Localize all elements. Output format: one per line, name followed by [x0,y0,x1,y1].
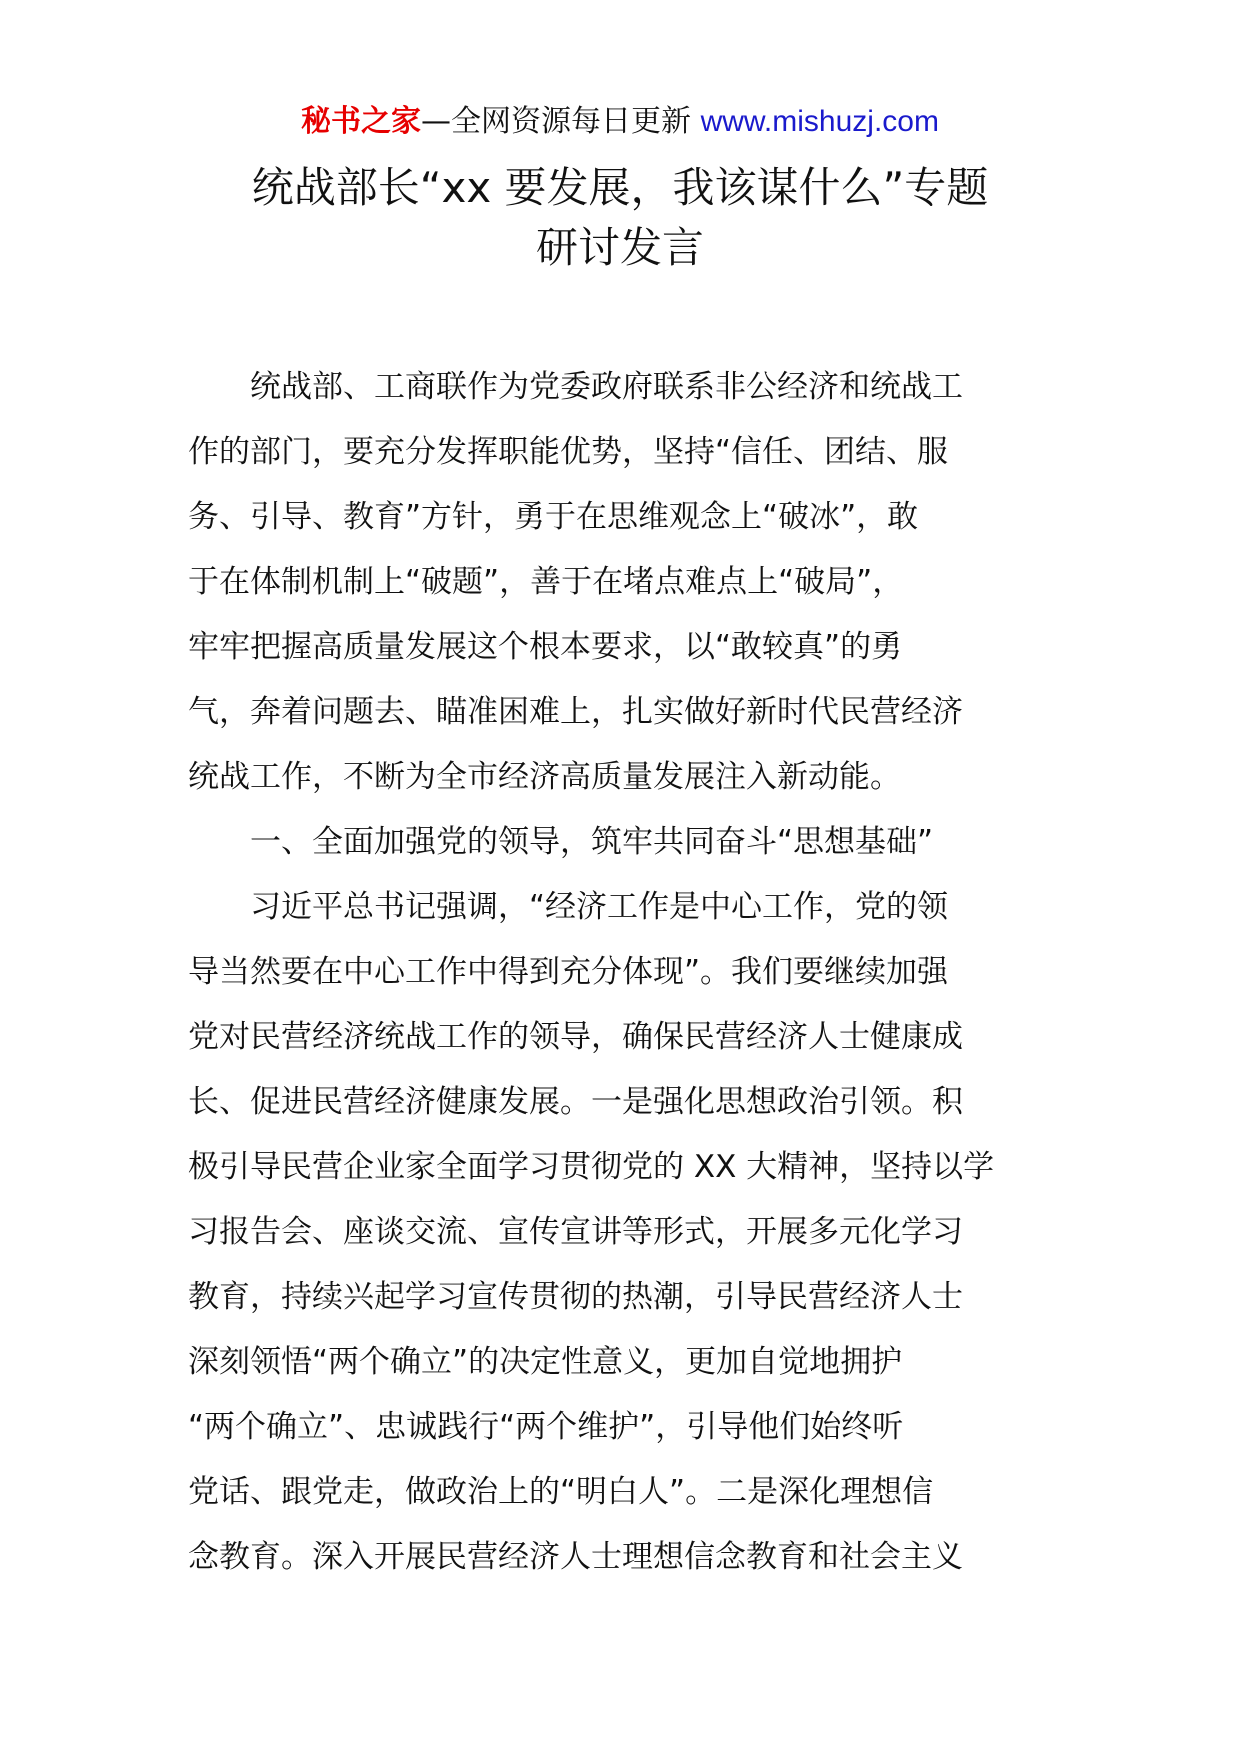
body-line: 统战部、工商联作为党委政府联系非公经济和统战工 [188,369,963,405]
body-line: 统战工作，不断为全市经济高质量发展注入新动能。 [188,759,901,795]
document-body [188,355,1058,1590]
body-line: 导当然要在中心工作中得到充分体现”。我们要继续加强 [188,954,949,990]
title-line-1: 统战部长“xx 要发展，我该谋什么”专题 [251,163,989,212]
body-line: 习报告会、座谈交流、宣传宣讲等形式，开展多元化学习 [188,1214,963,1250]
body-line: 习近平总书记强调，“经济工作是中心工作，党的领 [188,889,949,925]
body-line: 于在体制机制上“破题”，善于在堵点难点上“破局”， [188,564,904,600]
body-line: 极引导民营企业家全面学习贯彻党的 XX 大精神，坚持以学 [188,1149,995,1185]
body-line: 深刻领悟“两个确立”的决定性意义，更加自觉地拥护 [188,1344,903,1380]
body-line: 党话、跟党走，做政治上的“明白人”。二是深化理想信 [188,1474,934,1510]
title-line-2: 研讨发言 [535,223,704,272]
body-line: 牢牢把握高质量发展这个根本要求，以“敢较真”的勇 [188,629,903,665]
body-line: 长、促进民营经济健康发展。一是强化思想政治引领。积 [188,1084,963,1120]
body-line: 务、引导、教育”方针，勇于在思维观念上“破冰”，敢 [188,499,919,535]
document-title [150,158,1090,278]
body-line: 气，奔着问题去、瞄准困难上，扎实做好新时代民营经济 [188,694,963,730]
body-line: 党对民营经济统战工作的领导，确保民营经济人士健康成 [188,1019,963,1055]
body-line: “两个确立”、忠诚践行“两个维护”，引导他们始终听 [188,1409,904,1445]
header-tagline: —全网资源每日更新 [421,104,701,139]
brand-name: 秘书之家 [301,104,422,139]
body-line: 念教育。深入开展民营经济人士理想信念教育和社会主义 [188,1539,963,1575]
body-line: 教育，持续兴起学习宣传贯彻的热潮，引导民营经济人士 [188,1279,963,1315]
site-url-link[interactable]: www.mishuzj.com [700,105,939,138]
section-heading: 一、全面加强党的领导，筑牢共同奋斗“思想基础” [188,824,934,860]
site-header [0,102,1240,142]
body-line: 作的部门，要充分发挥职能优势，坚持“信任、团结、服 [188,434,949,470]
